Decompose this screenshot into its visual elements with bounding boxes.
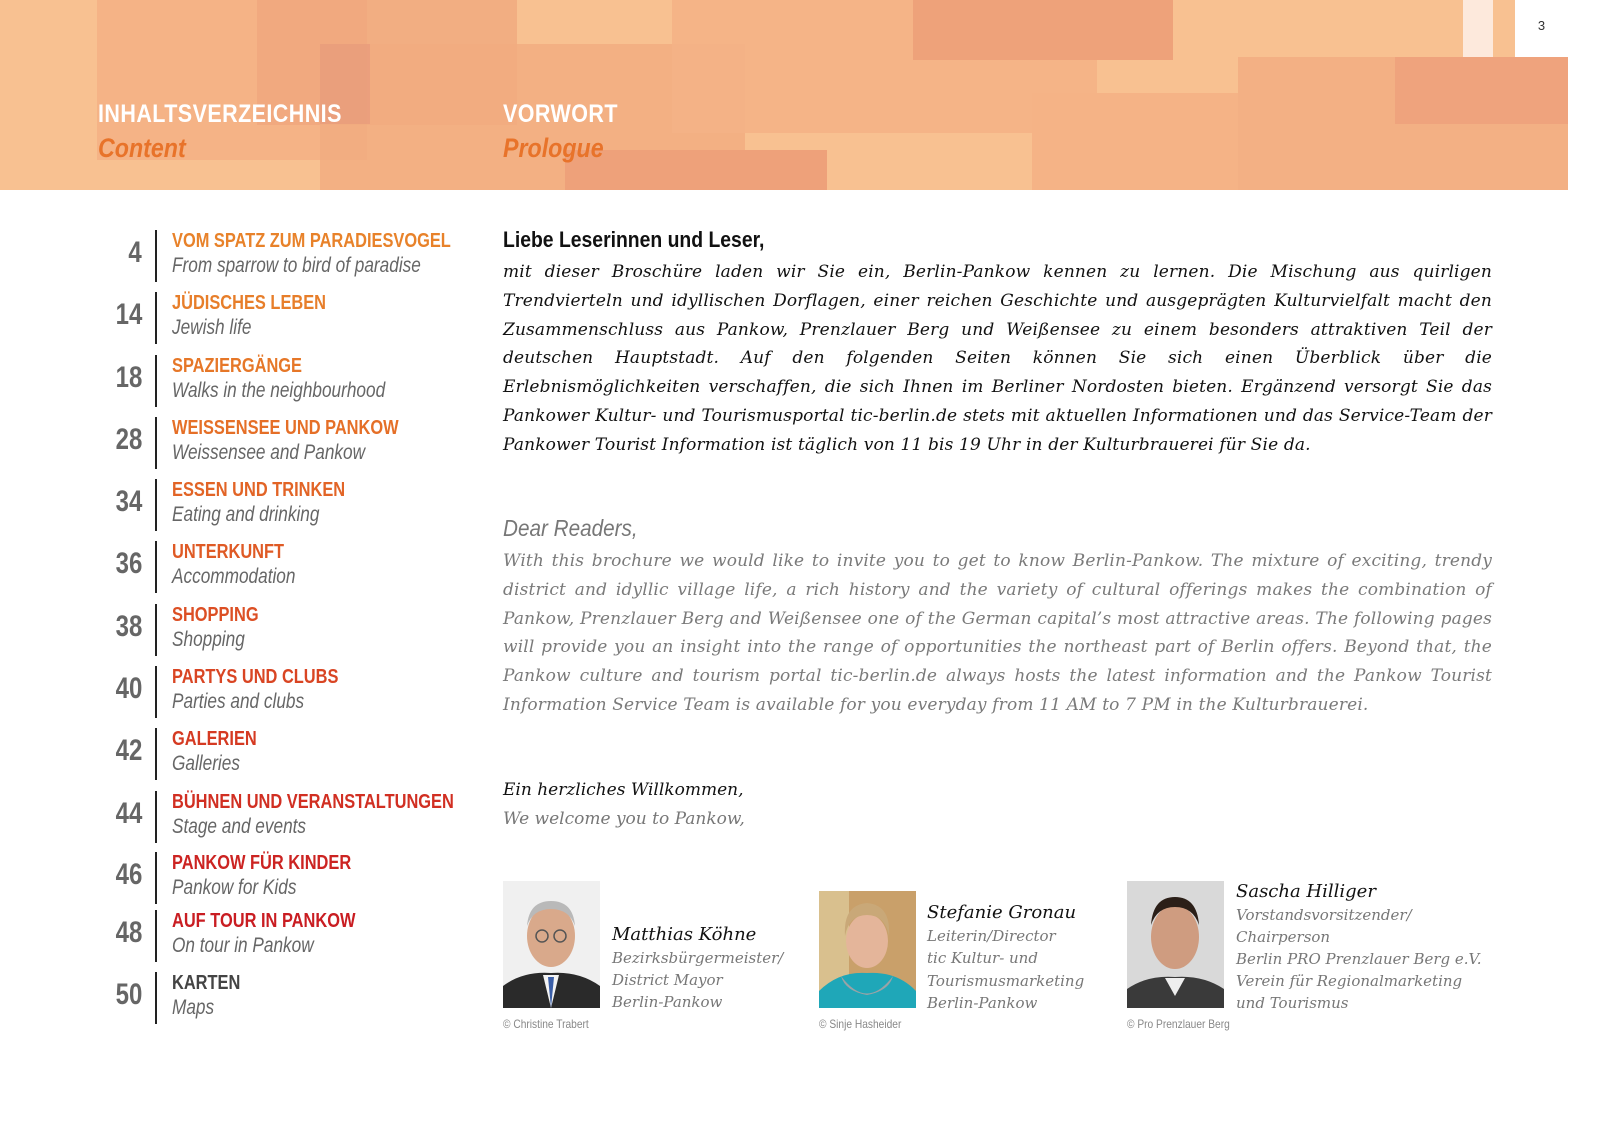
toc-divider [155, 910, 157, 962]
toc-divider [155, 355, 157, 407]
toc-entry[interactable] [100, 972, 460, 1026]
toc-entry[interactable] [100, 230, 460, 284]
toc-title-de[interactable]: GALERIEN [172, 728, 257, 750]
toc-entry[interactable] [100, 479, 460, 533]
toc-title-en: Accommodation [172, 565, 296, 588]
toc-page-number: 46 [115, 858, 142, 891]
photo-credit: © Christine Trabert [503, 1017, 589, 1031]
welcome-en: We welcome you to Pankow, [503, 809, 745, 829]
portrait-illustration [503, 881, 600, 1008]
toc-page-number: 40 [115, 672, 142, 705]
toc-divider [155, 972, 157, 1024]
toc-page-number: 4 [128, 236, 142, 269]
toc-divider [155, 852, 157, 904]
photo-credit: © Pro Prenzlauer Berg [1127, 1017, 1230, 1031]
photo-credit: © Sinje Hasheider [819, 1017, 902, 1031]
toc-page-number: 42 [115, 734, 142, 767]
person-role-line: Berlin-Pankow [612, 993, 723, 1011]
toc-title-de[interactable]: JÜDISCHES LEBEN [172, 292, 327, 314]
toc-title-en: Jewish life [172, 316, 252, 339]
portrait-photo [819, 891, 916, 1008]
person-role-line: Verein für Regionalmarketing [1236, 972, 1463, 990]
toc-entry[interactable] [100, 292, 460, 346]
toc-page-number: 18 [115, 361, 142, 394]
toc-entry[interactable] [100, 666, 460, 720]
portrait-illustration [819, 891, 916, 1008]
toc-title-en: Walks in the neighbourhood [172, 379, 386, 402]
toc-title-de[interactable]: PARTYS UND CLUBS [172, 666, 339, 688]
prologue-subtitle: Prologue [503, 133, 604, 163]
toc-title-en: Shopping [172, 628, 245, 651]
toc-divider [155, 666, 157, 718]
toc-page-number: 38 [115, 610, 142, 643]
toc-title-en: Pankow for Kids [172, 876, 297, 899]
toc-divider [155, 230, 157, 282]
person-role-line: tic Kultur- und [927, 949, 1038, 967]
toc-title-de[interactable]: KARTEN [172, 972, 241, 994]
toc-page-number: 34 [115, 485, 142, 518]
page-number: 3 [1537, 18, 1546, 33]
toc-subtitle: Content [98, 133, 186, 163]
welcome-de: Ein herzliches Willkommen, [503, 780, 744, 800]
toc-page-number: 44 [115, 797, 142, 830]
toc-divider [155, 292, 157, 344]
toc-page-number: 14 [115, 298, 142, 331]
greeting-de: Liebe Leserinnen und Leser, [503, 227, 765, 252]
toc-title-de[interactable]: AUF TOUR IN PANKOW [172, 910, 356, 932]
header-banner [0, 0, 1568, 190]
prologue-text-en: With this brochure we would like to invite you to get to know Berlin-Pankow. The mixture of exciting, trendy district and idyllic village life, a rich history and the variety of cultural offerings makes the combination of Pankow, Prenzlauer Berg and Weißensee one of the German capital’s most attractive areas. The following pages will provide you an insight into the range of opportunities the northeast part of Berlin offers. Beyond that, the Pankow culture and tourism portal tic-berlin.de always hosts the latest information and the Pankow Tourist Information Service Team is available for you everyday from 11 AM to 7 PM in the Kulturbrauerei. [503, 551, 1492, 715]
page-tab-strip [1463, 0, 1493, 57]
toc-entry[interactable] [100, 541, 460, 595]
portrait-illustration [1127, 881, 1224, 1008]
toc-divider [155, 604, 157, 656]
toc-title-en: Parties and clubs [172, 690, 305, 713]
toc-entry[interactable] [100, 852, 460, 906]
toc-entry[interactable] [100, 417, 460, 471]
person-role-line: und Tourismus [1236, 994, 1349, 1012]
portrait-photo [1127, 881, 1224, 1008]
greeting-en: Dear Readers, [503, 515, 638, 541]
person-role-line: Bezirksbürgermeister/ [612, 949, 784, 967]
toc-divider [155, 728, 157, 780]
toc-title-en: Stage and events [172, 815, 307, 838]
toc-divider [155, 791, 157, 843]
toc-title-de[interactable]: VOM SPATZ ZUM PARADIESVOGEL [172, 230, 451, 252]
toc-title-en: From sparrow to bird of paradise [172, 254, 421, 277]
banner-block [1395, 57, 1568, 124]
toc-title: INHALTSVERZEICHNIS [98, 100, 342, 128]
portrait-photo [503, 881, 600, 1008]
person-role-line: Chairperson [1236, 928, 1331, 946]
person-role-line: District Mayor [612, 971, 723, 989]
person-name: Stefanie Gronau [927, 902, 1077, 923]
toc-page-number: 50 [115, 978, 142, 1011]
toc-entry[interactable] [100, 604, 460, 658]
toc-page-number: 36 [115, 547, 142, 580]
toc-title-en: Weissensee and Pankow [172, 441, 366, 464]
toc-entry[interactable] [100, 910, 460, 964]
toc-divider [155, 479, 157, 531]
toc-entry[interactable] [100, 355, 460, 409]
person-role-line: Tourismusmarketing [927, 972, 1085, 990]
toc-entry[interactable] [100, 728, 460, 782]
person-name: Sascha Hilliger [1236, 881, 1376, 902]
toc-title-en: On tour in Pankow [172, 934, 314, 957]
toc-divider [155, 541, 157, 593]
person-role-line: Berlin PRO Prenzlauer Berg e.V. [1236, 950, 1482, 968]
banner-block [913, 0, 1173, 60]
toc-page-number: 48 [115, 916, 142, 949]
toc-title-de[interactable]: SPAZIERGÄNGE [172, 355, 303, 377]
person-role-line: Berlin-Pankow [927, 994, 1038, 1012]
toc-title-en: Maps [172, 996, 215, 1019]
toc-title-de[interactable]: SHOPPING [172, 604, 259, 626]
toc-title-de[interactable]: BÜHNEN UND VERANSTALTUNGEN [172, 791, 454, 813]
toc-entry[interactable] [100, 791, 460, 845]
toc-title-de[interactable]: WEISSENSEE UND PANKOW [172, 417, 399, 439]
toc-title-de[interactable]: ESSEN UND TRINKEN [172, 479, 346, 501]
banner-block [565, 150, 827, 190]
toc-title-en: Galleries [172, 752, 240, 775]
toc-title-de[interactable]: UNTERKUNFT [172, 541, 285, 563]
toc-title-en: Eating and drinking [172, 503, 320, 526]
toc-page-number: 28 [115, 423, 142, 456]
prologue-text-de: mit dieser Broschüre laden wir Sie ein, Berlin-Pankow kennen zu lernen. Die Mischung aus quirligen Trendvierteln und idyllischen Dorflagen, einer reichen Geschichte und ausgeprägten Kulturvielfalt macht den Zusammenschluss aus Pankow, Prenzlauer Berg und Weißensee zu einem besonders attraktiven Teil der deutschen Hauptstadt. Auf den folgenden Seiten können Sie sich einen Überblick über die Erlebnismöglichkeiten verschaffen, die sich Ihnen im Berliner Nordosten bieten. Ergänzend versorgt Sie das Pankower Kultur- und Tourismusportal tic-berlin.de stets mit aktuellen Informationen und das Service-Team der Pankower Tourist Information ist täglich von 11 bis 19 Uhr in der Kulturbrauerei für Sie da. [503, 262, 1492, 455]
person-role-line: Leiterin/Director [927, 927, 1056, 945]
person-role-line: Vorstandsvorsitzender/ [1236, 906, 1412, 924]
person-name: Matthias Köhne [612, 924, 757, 945]
toc-divider [155, 417, 157, 469]
toc-title-de[interactable]: PANKOW FÜR KINDER [172, 852, 352, 874]
prologue-title: VORWORT [503, 100, 618, 128]
